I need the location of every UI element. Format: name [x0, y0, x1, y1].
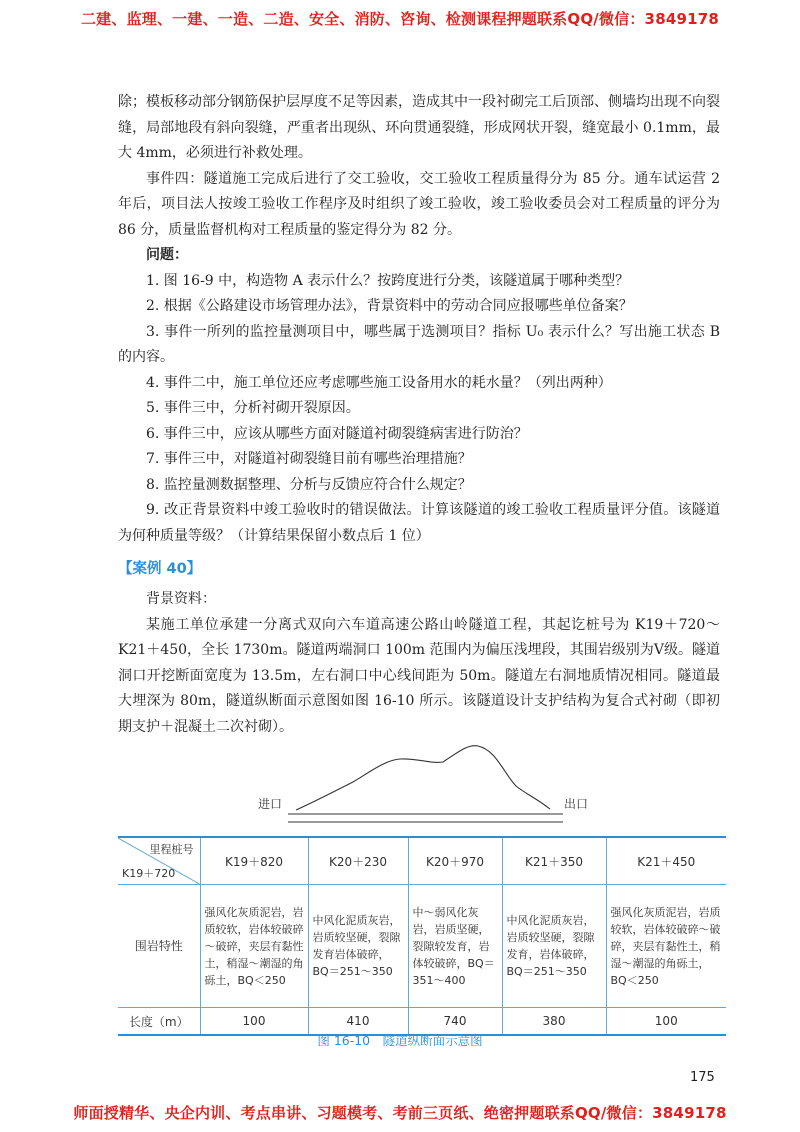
length-cell: 740: [408, 1008, 502, 1036]
case-title: 【案例 40】: [118, 561, 202, 577]
questions-heading: 问题：: [146, 247, 188, 263]
geology-table: [118, 836, 726, 1036]
question-1: 1. 图 16-9 中，构造物 A 表示什么？按跨度进行分类，该隧道属于哪种类型？: [146, 272, 630, 289]
question-2: 2. 根据《公路建设市场管理办法》，背景资料中的劳动合同应报哪些单位备案？: [146, 298, 633, 314]
length-cell: 380: [502, 1008, 606, 1036]
figure-caption: 图 16-10 隧道纵断面示意图: [317, 1033, 483, 1048]
paragraph-event4: 事件四：隧道施工完成后进行了交工验收，交工验收工程质量得分为 85 分。通车试运营 2 年后，项目法人按竣工验收工作程序及时组织了竣工验收，竣工验收委员会对工程质量的评分为 86 分，质量监督机构对工程质量的鉴定得分为 82 分。: [118, 170, 720, 238]
rock-cell: 强风化灰质泥岩，岩质较软，岩体较破碎～破碎，夹层有黏性土，稍湿～潮湿的角砾土，BQ＜250: [200, 885, 308, 1008]
corner-top-label: 里程桩号: [149, 843, 194, 856]
station-cell: K19＋820: [200, 837, 308, 885]
rock-cell: 强风化灰质泥岩，岩质较软，岩体较破碎～破碎，夹层有黏性土，稍湿～潮湿的角砾土，BQ＜250: [606, 885, 726, 1008]
question-5: 5. 事件三中，分析衬砌开裂原因。: [146, 400, 360, 416]
paragraph-event3-tail: 除；模板移动部分钢筋保护层厚度不足等因素，造成其中一段衬砌完工后顶部、侧墙均出现不向裂缝，局部地段有斜向裂缝，严重者出现纵、环向贯通裂缝，形成网状开裂，缝宽最小 0.1mm，最大 4mm，必须进行补救处理。: [118, 94, 720, 161]
mountain-outline: [296, 746, 550, 810]
question-4: 4. 事件二中，施工单位还应考虑哪些施工设备用水的耗水量？（列出两种）: [146, 374, 612, 391]
rock-cell: 中～弱风化灰岩，岩质坚硬，裂隙较发育，岩体较破碎，BQ＝351～400: [408, 885, 502, 1008]
length-cell: 100: [200, 1008, 308, 1036]
rock-label: 围岩特性: [118, 885, 200, 1008]
question-3: 3. 事件一所列的监控量测项目中，哪些属于选测项目？指标 U₀ 表示什么？写出施工状态 B 的内容。: [118, 323, 720, 365]
page-content: [118, 90, 720, 740]
tunnel-profile-figure: [118, 742, 726, 834]
station-cell: K20＋970: [408, 837, 502, 885]
length-cell: 410: [308, 1008, 408, 1036]
question-9: 9. 改正背景资料中竣工验收时的错误做法。计算该隧道的竣工验收工程质量评分值。该隧道为何种质量等级？（计算结果保留小数点后 1 位）: [118, 502, 720, 544]
corner-bottom-label: K19＋720: [122, 867, 176, 880]
length-label: 长度（m）: [118, 1008, 200, 1036]
entrance-label: 进口: [258, 797, 283, 811]
question-6: 6. 事件三中，应该从哪些方面对隧道衬砌裂缝病害进行防治？: [146, 425, 528, 442]
background-heading: 背景资料：: [146, 591, 216, 607]
rock-cell: 中风化泥质灰岩，岩质较坚硬，裂隙发育岩体破碎，BQ＝251～350: [308, 885, 408, 1008]
station-row: [118, 837, 726, 885]
length-cell: 100: [606, 1008, 726, 1036]
question-7: 7. 事件三中，对隧道衬砌裂缝目前有哪些治理措施？: [146, 451, 472, 467]
rock-cell: 中风化泥质灰岩，岩质较坚硬，裂隙发育，岩体破碎，BQ＝251～350: [502, 885, 606, 1008]
question-8: 8. 监控量测数据整理、分析与反馈应符合什么规定？: [146, 476, 472, 493]
corner-cell: [118, 837, 200, 885]
station-cell: K21＋450: [606, 837, 726, 885]
rock-row: [118, 885, 726, 1008]
station-cell: K20＋230: [308, 837, 408, 885]
top-banner: 二建、监理、一建、一造、二造、安全、消防、咨询、检测课程押题联系QQ/微信：3849178: [80, 10, 720, 28]
station-cell: K21＋350: [502, 837, 606, 885]
bottom-banner: 师面授精华、央企内训、考点串讲、习题模考、考前三页纸、绝密押题联系QQ/微信：3849178: [73, 1104, 727, 1122]
exit-label: 出口: [564, 797, 589, 811]
page-number: 175: [690, 1070, 715, 1085]
background-text: 某施工单位承建一分离式双向六车道高速公路山岭隧道工程，其起讫桩号为 K19＋720～K21＋450，全长 1730m。隧道两端洞口 100m 范围内为偏压浅埋段，其围岩级别为Ⅴ级。隧道洞口开挖断面宽度为 13.5m，左右洞口中心线间距为 50m。隧道左右洞地质情况相同。隧道最大埋深为 80m，隧道纵断面示意图如图 16-10 所示。该隧道设计支护结构为复合式衬砌（即初期支护＋混凝土二次衬砌）。: [118, 616, 720, 735]
